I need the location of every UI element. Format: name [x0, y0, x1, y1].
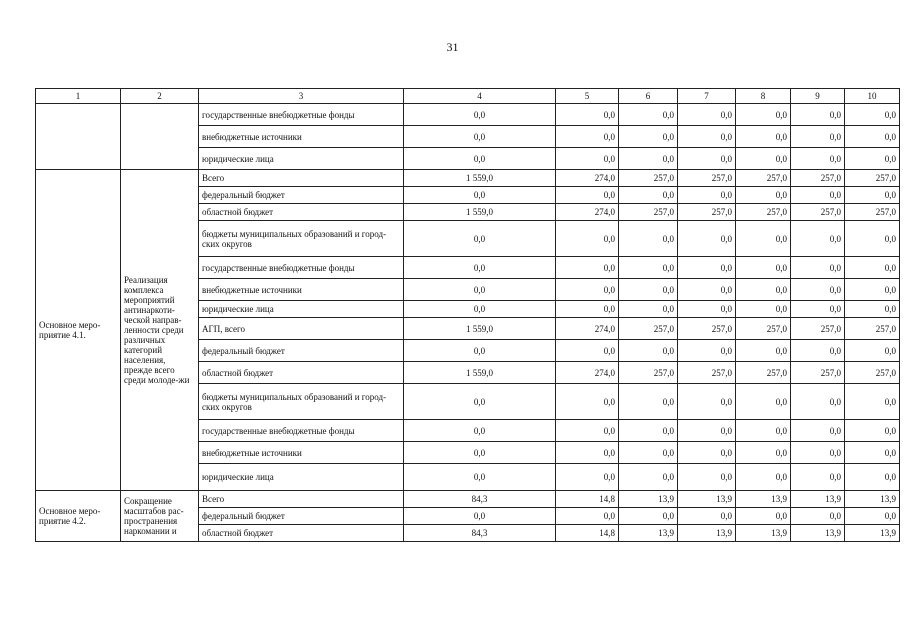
value-cell: 13,9: [736, 525, 791, 542]
value-cell: 257,0: [736, 318, 791, 340]
row-label: АГП, всего: [199, 318, 404, 340]
value-cell: 0,0: [736, 257, 791, 279]
value-cell: 0,0: [678, 126, 736, 148]
value-cell: 257,0: [619, 362, 678, 384]
value-cell: 0,0: [619, 442, 678, 464]
value-cell: 257,0: [619, 318, 678, 340]
value-cell: 0,0: [556, 279, 619, 301]
value-cell: 1 559,0: [404, 318, 556, 340]
row-label: областной бюджет: [199, 204, 404, 221]
row-label: федеральный бюджет: [199, 340, 404, 362]
row-label: Всего: [199, 170, 404, 187]
value-cell: 0,0: [556, 148, 619, 170]
value-cell: 0,0: [404, 126, 556, 148]
value-cell: 0,0: [736, 187, 791, 204]
value-cell: 0,0: [845, 187, 900, 204]
value-cell: 0,0: [736, 279, 791, 301]
value-cell: 84,3: [404, 525, 556, 542]
value-cell: 0,0: [556, 257, 619, 279]
value-cell: 0,0: [678, 340, 736, 362]
value-cell: 13,9: [619, 525, 678, 542]
value-cell: 257,0: [791, 318, 845, 340]
value-cell: 0,0: [404, 221, 556, 257]
value-cell: 0,0: [791, 301, 845, 318]
value-cell: 0,0: [791, 384, 845, 420]
col-header: 10: [845, 89, 900, 104]
value-cell: 0,0: [736, 340, 791, 362]
value-cell: 257,0: [845, 170, 900, 187]
value-cell: 84,3: [404, 491, 556, 508]
row-label: бюджеты муниципальных образований и город-ских округов: [199, 384, 404, 420]
value-cell: 0,0: [619, 508, 678, 525]
col-header: 6: [619, 89, 678, 104]
value-cell: 274,0: [556, 204, 619, 221]
value-cell: 0,0: [678, 279, 736, 301]
value-cell: 0,0: [736, 126, 791, 148]
col-header: 5: [556, 89, 619, 104]
row-label: федеральный бюджет: [199, 187, 404, 204]
value-cell: 0,0: [845, 442, 900, 464]
value-cell: 0,0: [556, 464, 619, 491]
value-cell: 0,0: [678, 384, 736, 420]
value-cell: 0,0: [845, 384, 900, 420]
value-cell: 1 559,0: [404, 170, 556, 187]
funding-table: [35, 88, 900, 542]
value-cell: 0,0: [404, 384, 556, 420]
value-cell: 0,0: [556, 221, 619, 257]
value-cell: 0,0: [619, 187, 678, 204]
value-cell: 0,0: [556, 508, 619, 525]
value-cell: 0,0: [736, 384, 791, 420]
row-label: внебюджетные источники: [199, 279, 404, 301]
value-cell: 0,0: [619, 420, 678, 442]
value-cell: 0,0: [404, 104, 556, 126]
value-cell: 1 559,0: [404, 204, 556, 221]
value-cell: 13,9: [845, 491, 900, 508]
value-cell: 0,0: [736, 464, 791, 491]
value-cell: 0,0: [791, 442, 845, 464]
measure-name: Основное меро-приятие 4.1.: [36, 170, 121, 491]
row-label: внебюджетные источники: [199, 442, 404, 464]
value-cell: 0,0: [845, 221, 900, 257]
value-cell: 274,0: [556, 362, 619, 384]
value-cell: 0,0: [404, 464, 556, 491]
value-cell: 0,0: [404, 420, 556, 442]
row-label: юридические лица: [199, 301, 404, 318]
value-cell: 0,0: [556, 187, 619, 204]
value-cell: 0,0: [678, 104, 736, 126]
value-cell: 1 559,0: [404, 362, 556, 384]
value-cell: 0,0: [736, 104, 791, 126]
value-cell: 0,0: [556, 340, 619, 362]
table-row: [36, 491, 900, 508]
col-header: 3: [199, 89, 404, 104]
value-cell: 0,0: [619, 464, 678, 491]
value-cell: 0,0: [845, 301, 900, 318]
value-cell: 0,0: [404, 301, 556, 318]
value-cell: 0,0: [791, 187, 845, 204]
value-cell: 0,0: [678, 301, 736, 318]
col-header: 9: [791, 89, 845, 104]
value-cell: 257,0: [678, 170, 736, 187]
value-cell: 0,0: [845, 340, 900, 362]
row-label: федеральный бюджет: [199, 508, 404, 525]
value-cell: 0,0: [678, 442, 736, 464]
row-label: областной бюджет: [199, 525, 404, 542]
value-cell: 0,0: [845, 148, 900, 170]
value-cell: 0,0: [619, 126, 678, 148]
value-cell: 0,0: [404, 442, 556, 464]
table-row: [36, 104, 900, 126]
value-cell: 0,0: [404, 508, 556, 525]
value-cell: 0,0: [619, 340, 678, 362]
value-cell: 0,0: [736, 221, 791, 257]
value-cell: 13,9: [619, 491, 678, 508]
value-cell: 14,8: [556, 491, 619, 508]
value-cell: 0,0: [791, 221, 845, 257]
value-cell: 0,0: [556, 126, 619, 148]
col-header: 1: [36, 89, 121, 104]
col-header: 4: [404, 89, 556, 104]
value-cell: 257,0: [678, 318, 736, 340]
value-cell: 0,0: [791, 508, 845, 525]
value-cell: 0,0: [619, 257, 678, 279]
value-cell: 257,0: [619, 170, 678, 187]
value-cell: 13,9: [736, 491, 791, 508]
value-cell: 257,0: [678, 204, 736, 221]
row-label: Всего: [199, 491, 404, 508]
row-label: юридические лица: [199, 464, 404, 491]
value-cell: 14,8: [556, 525, 619, 542]
value-cell: 0,0: [845, 464, 900, 491]
value-cell: 0,0: [791, 340, 845, 362]
measure-description: Реализация комплекса мероприятий антинаркоти-ческой направ-ленности среди различных категорий населения, прежде всего среди молоде-жи: [121, 170, 199, 491]
value-cell: 257,0: [736, 362, 791, 384]
value-cell: 257,0: [845, 362, 900, 384]
col-header: 7: [678, 89, 736, 104]
measure-cell-empty: [36, 104, 121, 170]
value-cell: 13,9: [678, 491, 736, 508]
value-cell: 13,9: [791, 491, 845, 508]
value-cell: 0,0: [619, 301, 678, 318]
value-cell: 0,0: [678, 257, 736, 279]
value-cell: 257,0: [791, 362, 845, 384]
value-cell: 274,0: [556, 170, 619, 187]
value-cell: 0,0: [736, 442, 791, 464]
value-cell: 0,0: [556, 301, 619, 318]
value-cell: 0,0: [791, 279, 845, 301]
value-cell: 274,0: [556, 318, 619, 340]
value-cell: 13,9: [845, 525, 900, 542]
value-cell: 0,0: [845, 104, 900, 126]
page-number: 31: [446, 40, 459, 54]
value-cell: 0,0: [556, 420, 619, 442]
value-cell: 0,0: [678, 221, 736, 257]
table-row: [36, 170, 900, 187]
value-cell: 0,0: [845, 279, 900, 301]
col-header: 2: [121, 89, 199, 104]
value-cell: 257,0: [736, 204, 791, 221]
measure-description: Сокращение масштабов рас-пространения наркомании и: [121, 491, 199, 542]
value-cell: 0,0: [736, 148, 791, 170]
value-cell: 0,0: [556, 442, 619, 464]
value-cell: 257,0: [619, 204, 678, 221]
value-cell: 0,0: [678, 420, 736, 442]
row-label: внебюджетные источники: [199, 126, 404, 148]
value-cell: 0,0: [556, 384, 619, 420]
value-cell: 0,0: [845, 508, 900, 525]
value-cell: 0,0: [404, 279, 556, 301]
value-cell: 257,0: [791, 170, 845, 187]
value-cell: 0,0: [678, 508, 736, 525]
value-cell: 257,0: [678, 362, 736, 384]
value-cell: 0,0: [791, 420, 845, 442]
value-cell: 13,9: [678, 525, 736, 542]
value-cell: 0,0: [404, 187, 556, 204]
measure-name: Основное меро-приятие 4.2.: [36, 491, 121, 542]
value-cell: 0,0: [736, 301, 791, 318]
row-label: государственные внебюджетные фонды: [199, 257, 404, 279]
value-cell: 0,0: [404, 340, 556, 362]
value-cell: 0,0: [556, 104, 619, 126]
value-cell: 0,0: [791, 104, 845, 126]
value-cell: 0,0: [619, 279, 678, 301]
description-cell-empty: [121, 104, 199, 170]
value-cell: 0,0: [619, 148, 678, 170]
value-cell: 0,0: [619, 384, 678, 420]
value-cell: 0,0: [791, 257, 845, 279]
row-label: областной бюджет: [199, 362, 404, 384]
value-cell: 0,0: [845, 420, 900, 442]
row-label: юридические лица: [199, 148, 404, 170]
header-row: [36, 89, 900, 104]
value-cell: 0,0: [404, 257, 556, 279]
value-cell: 257,0: [845, 318, 900, 340]
value-cell: 0,0: [619, 104, 678, 126]
value-cell: 257,0: [845, 204, 900, 221]
value-cell: 0,0: [791, 148, 845, 170]
col-header: 8: [736, 89, 791, 104]
value-cell: 0,0: [404, 148, 556, 170]
value-cell: 13,9: [791, 525, 845, 542]
row-label: бюджеты муниципальных образований и город-ских округов: [199, 221, 404, 257]
value-cell: 0,0: [619, 221, 678, 257]
value-cell: 0,0: [678, 464, 736, 491]
row-label: государственные внебюджетные фонды: [199, 104, 404, 126]
value-cell: 0,0: [736, 420, 791, 442]
value-cell: 257,0: [791, 204, 845, 221]
value-cell: 257,0: [736, 170, 791, 187]
value-cell: 0,0: [736, 508, 791, 525]
value-cell: 0,0: [678, 148, 736, 170]
value-cell: 0,0: [678, 187, 736, 204]
value-cell: 0,0: [791, 126, 845, 148]
row-label: государственные внебюджетные фонды: [199, 420, 404, 442]
value-cell: 0,0: [845, 126, 900, 148]
value-cell: 0,0: [845, 257, 900, 279]
value-cell: 0,0: [791, 464, 845, 491]
